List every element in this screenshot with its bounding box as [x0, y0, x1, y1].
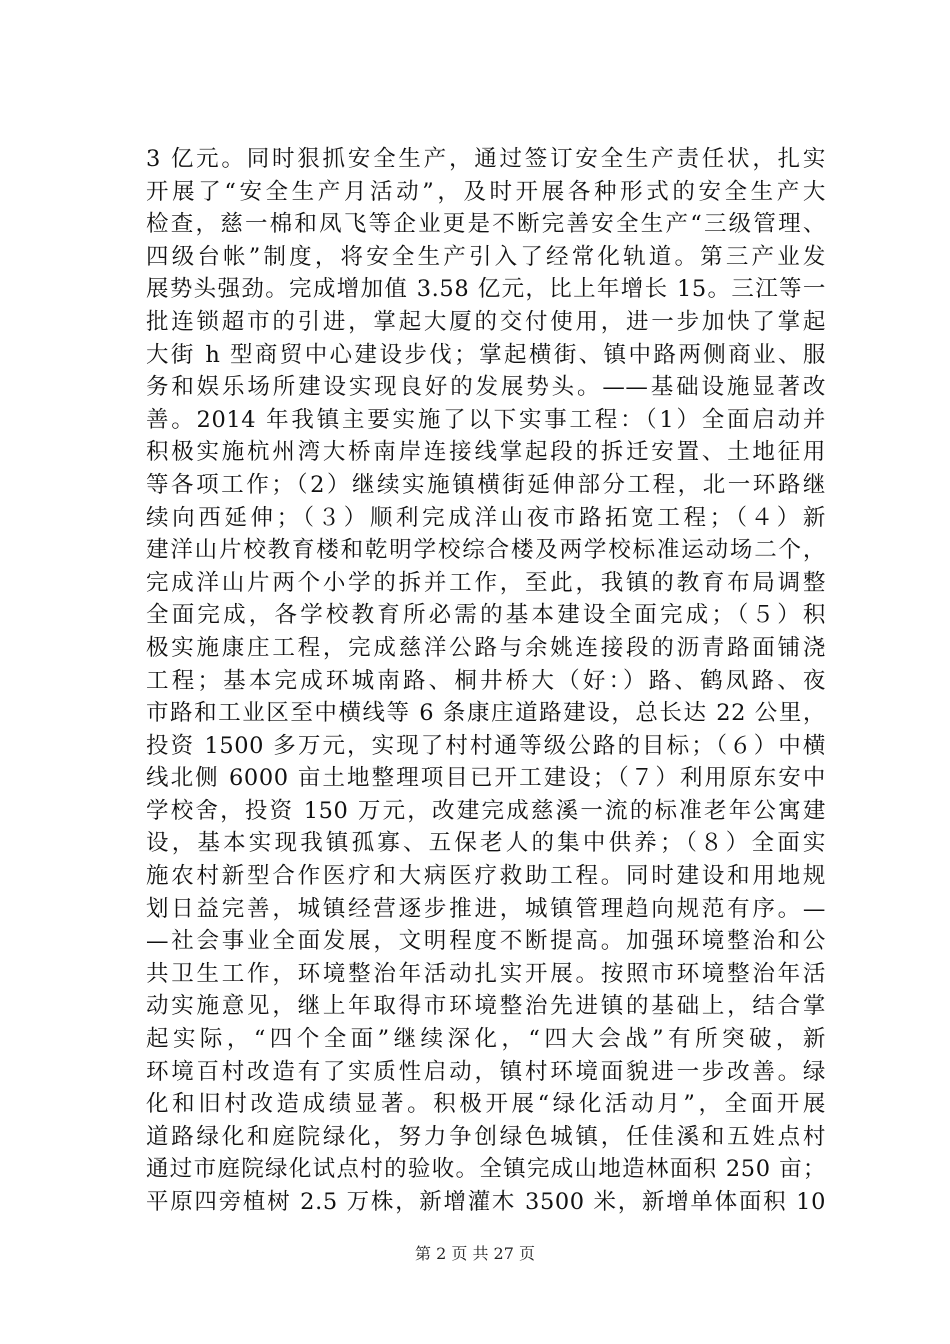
- text-line: 3 亿元。同时狠抓安全生产，通过签订安全生产责任状，扎实: [146, 146, 826, 172]
- text-line: 环境百村改造有了实质性启动，镇村环境面貌进一步改善。绿: [146, 1058, 826, 1085]
- text-line: 积极实施杭州湾大桥南岸连接线掌起段的拆迁安置、土地征用: [146, 439, 826, 466]
- page-number-footer: 第 2 页 共 27 页: [415, 1244, 535, 1263]
- text-line: —社会事业全面发展，文明程度不断提高。加强环境整治和公: [146, 928, 826, 955]
- text-line: 善。2014 年我镇主要实施了以下实事工程：（1）全面启动并: [146, 406, 826, 433]
- text-line: 平原四旁植树 2.5 万株，新增灌木 3500 米，新增单体面积 10: [146, 1189, 826, 1215]
- text-line: 大街 h 型商贸中心建设步伐；掌起横街、镇中路两侧商业、服: [146, 341, 826, 368]
- text-line: 设，基本实现我镇孤寡、五保老人的集中供养；（８）全面实: [146, 830, 826, 857]
- text-line: 续向西延伸；（３）顺利完成洋山夜市路拓宽工程；（４）新: [146, 504, 826, 531]
- text-line: 全面完成，各学校教育所必需的基本建设全面完成；（５）积: [146, 602, 826, 629]
- text-line: 检查，慈一棉和凤飞等企业更是不断完善安全生产“三级管理、: [146, 211, 826, 238]
- text-line: 划日益完善，城镇经营逐步推进，城镇管理趋向规范有序。—: [146, 895, 826, 922]
- text-line: 四级台帐”制度，将安全生产引入了经常化轨道。第三产业发: [146, 243, 826, 270]
- text-line: 动实施意见，继上年取得市环境整治先进镇的基础上，结合掌: [146, 993, 826, 1020]
- text-line: 共卫生工作，环境整治年活动扎实开展。按照市环境整治年活: [146, 960, 826, 987]
- text-line: 展势头强劲。完成增加值 3.58 亿元，比上年增长 15。三江等一: [146, 276, 826, 303]
- text-line: 道路绿化和庭院绿化，努力争创绿色城镇，任佳溪和五姓点村: [146, 1123, 826, 1150]
- text-line: 批连锁超市的引进，掌起大厦的交付使用，进一步加快了掌起: [146, 308, 826, 335]
- text-line: 完成洋山片两个小学的拆并工作，至此，我镇的教育布局调整: [146, 569, 826, 596]
- text-line: 建洋山片校教育楼和乾明学校综合楼及两学校标准运动场二个，: [146, 537, 826, 564]
- text-line: 施农村新型合作医疗和大病医疗救助工程。同时建设和用地规: [146, 863, 826, 890]
- document-body: [146, 143, 826, 1219]
- text-line: 等各项工作；（2）继续实施镇横街延伸部分工程，北一环路继: [146, 471, 826, 498]
- text-line: 学校舍，投资 150 万元，改建完成慈溪一流的标准老年公寓建: [146, 797, 826, 824]
- text-line: 起实际，“四个全面”继续深化，“四大会战”有所突破，新: [146, 1026, 826, 1053]
- text-line: 市路和工业区至中横线等 6 条康庄道路建设，总长达 22 公里，: [146, 700, 826, 727]
- text-line: 通过市庭院绿化试点村的验收。全镇完成山地造林面积 250 亩；: [146, 1156, 826, 1183]
- text-line: 开展了“安全生产月活动”，及时开展各种形式的安全生产大: [146, 178, 826, 205]
- text-line: 工程；基本完成环城南路、桐井桥大（好：）路、鹤凤路、夜: [146, 667, 826, 694]
- text-line: 务和娱乐场所建设实现良好的发展势头。——基础设施显著改: [146, 374, 826, 401]
- text-line: 极实施康庄工程，完成慈洋公路与余姚连接段的沥青路面铺浇: [146, 634, 826, 661]
- text-line: 化和旧村改造成绩显著。积极开展“绿化活动月”，全面开展: [146, 1091, 826, 1118]
- text-line: 线北侧 6000 亩土地整理项目已开工建设；（７）利用原东安中: [146, 765, 826, 792]
- text-line: 投资 1500 多万元，实现了村村通等级公路的目标；（６）中横: [146, 732, 826, 759]
